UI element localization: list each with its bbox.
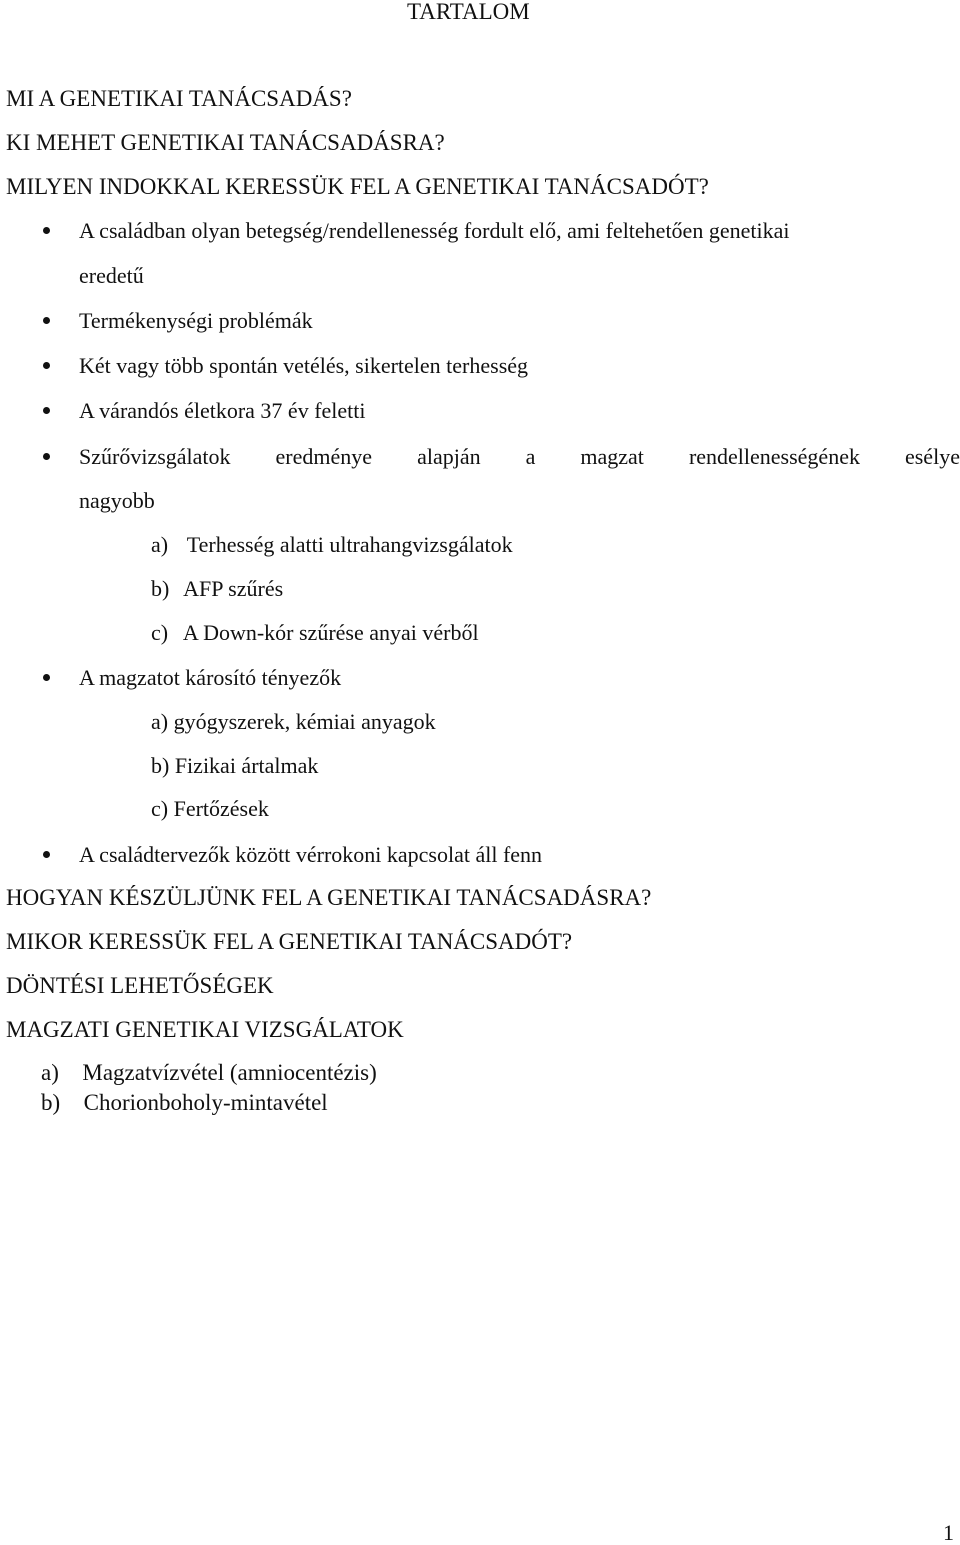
- reason-screening-cont: nagyobb: [79, 488, 155, 513]
- reason-screening: [79, 446, 960, 468]
- sub-marker: c): [151, 620, 169, 645]
- exam-text: Magzatvízvétel (amniocentézis): [82, 1060, 377, 1085]
- screening-sub-item: [151, 578, 283, 600]
- bullet-icon: [43, 407, 50, 414]
- reason-screening-word: Szűrővizsgálatok: [79, 444, 231, 469]
- sub-text: AFP szűrés: [183, 576, 284, 601]
- reason-screening-word: rendellenességének: [688, 444, 860, 469]
- reason-screening-word: eredménye: [275, 444, 373, 469]
- reason-family-disease-cont: eredetű: [79, 263, 144, 288]
- sub-text: A Down-kór szűrése anyai vérből: [182, 620, 479, 645]
- harmful-sub-item: b) Fizikai ártalmak: [151, 753, 319, 778]
- heading-fetal-tests: MAGZATI GENETIKAI VIZSGÁLATOK: [6, 1017, 404, 1042]
- harmful-sub-item: a) gyógyszerek, kémiai anyagok: [151, 709, 436, 734]
- sub-text: Terhesség alatti ultrahangvizsgálatok: [186, 532, 513, 557]
- reason-screening-word: alapján: [417, 444, 481, 469]
- heading-prepare: HOGYAN KÉSZÜLJÜNK FEL A GENETIKAI TANÁCSADÁSRA?: [6, 885, 652, 910]
- exam-marker: a): [41, 1060, 59, 1085]
- sub-marker: a): [151, 532, 169, 557]
- reason-screening-word: a: [525, 444, 536, 469]
- heading-decisions: DÖNTÉSI LEHETŐSÉGEK: [6, 973, 274, 998]
- sub-marker: b): [151, 576, 170, 601]
- reason-screening-word: esélye: [904, 444, 960, 469]
- exam-text: Chorionboholy-mintavétel: [83, 1090, 328, 1115]
- exam-marker: b): [41, 1090, 61, 1115]
- page-number: 1: [943, 1520, 954, 1545]
- bullet-icon: [43, 317, 50, 324]
- reason-consanguinity: A családtervezők között vérrokoni kapcsolat áll fenn: [79, 842, 543, 867]
- heading-who-can-go: KI MEHET GENETIKAI TANÁCSADÁSRA?: [6, 130, 445, 155]
- bullet-icon: [43, 851, 50, 858]
- reason-harmful-factors: A magzatot károsító tényezők: [79, 665, 342, 690]
- screening-sub-item: [151, 534, 513, 556]
- exam-item: [41, 1091, 328, 1114]
- heading-reasons: MILYEN INDOKKAL KERESSÜK FEL A GENETIKAI TANÁCSADÓT?: [6, 174, 709, 199]
- bullet-icon: [43, 362, 50, 369]
- bullet-icon: [43, 674, 50, 681]
- heading-when: MIKOR KERESSÜK FEL A GENETIKAI TANÁCSADÓT?: [6, 929, 573, 954]
- bullet-icon: [43, 453, 50, 460]
- reason-maternal-age: A várandós életkora 37 év feletti: [79, 398, 366, 423]
- heading-what-is: MI A GENETIKAI TANÁCSADÁS?: [6, 86, 352, 111]
- reason-screening-word: magzat: [580, 444, 644, 469]
- page-title: TARTALOM: [407, 0, 530, 24]
- reason-fertility: Termékenységi problémák: [79, 308, 313, 333]
- reason-family-disease: A családban olyan betegség/rendellenesség fordult elő, ami feltehetően genetikai: [79, 218, 790, 243]
- reason-miscarriage: Két vagy több spontán vetélés, sikertelen terhesség: [79, 353, 529, 378]
- harmful-sub-item: c) Fertőzések: [151, 796, 269, 821]
- bullet-icon: [43, 227, 50, 234]
- screening-sub-item: [151, 622, 479, 644]
- exam-item: [41, 1061, 377, 1084]
